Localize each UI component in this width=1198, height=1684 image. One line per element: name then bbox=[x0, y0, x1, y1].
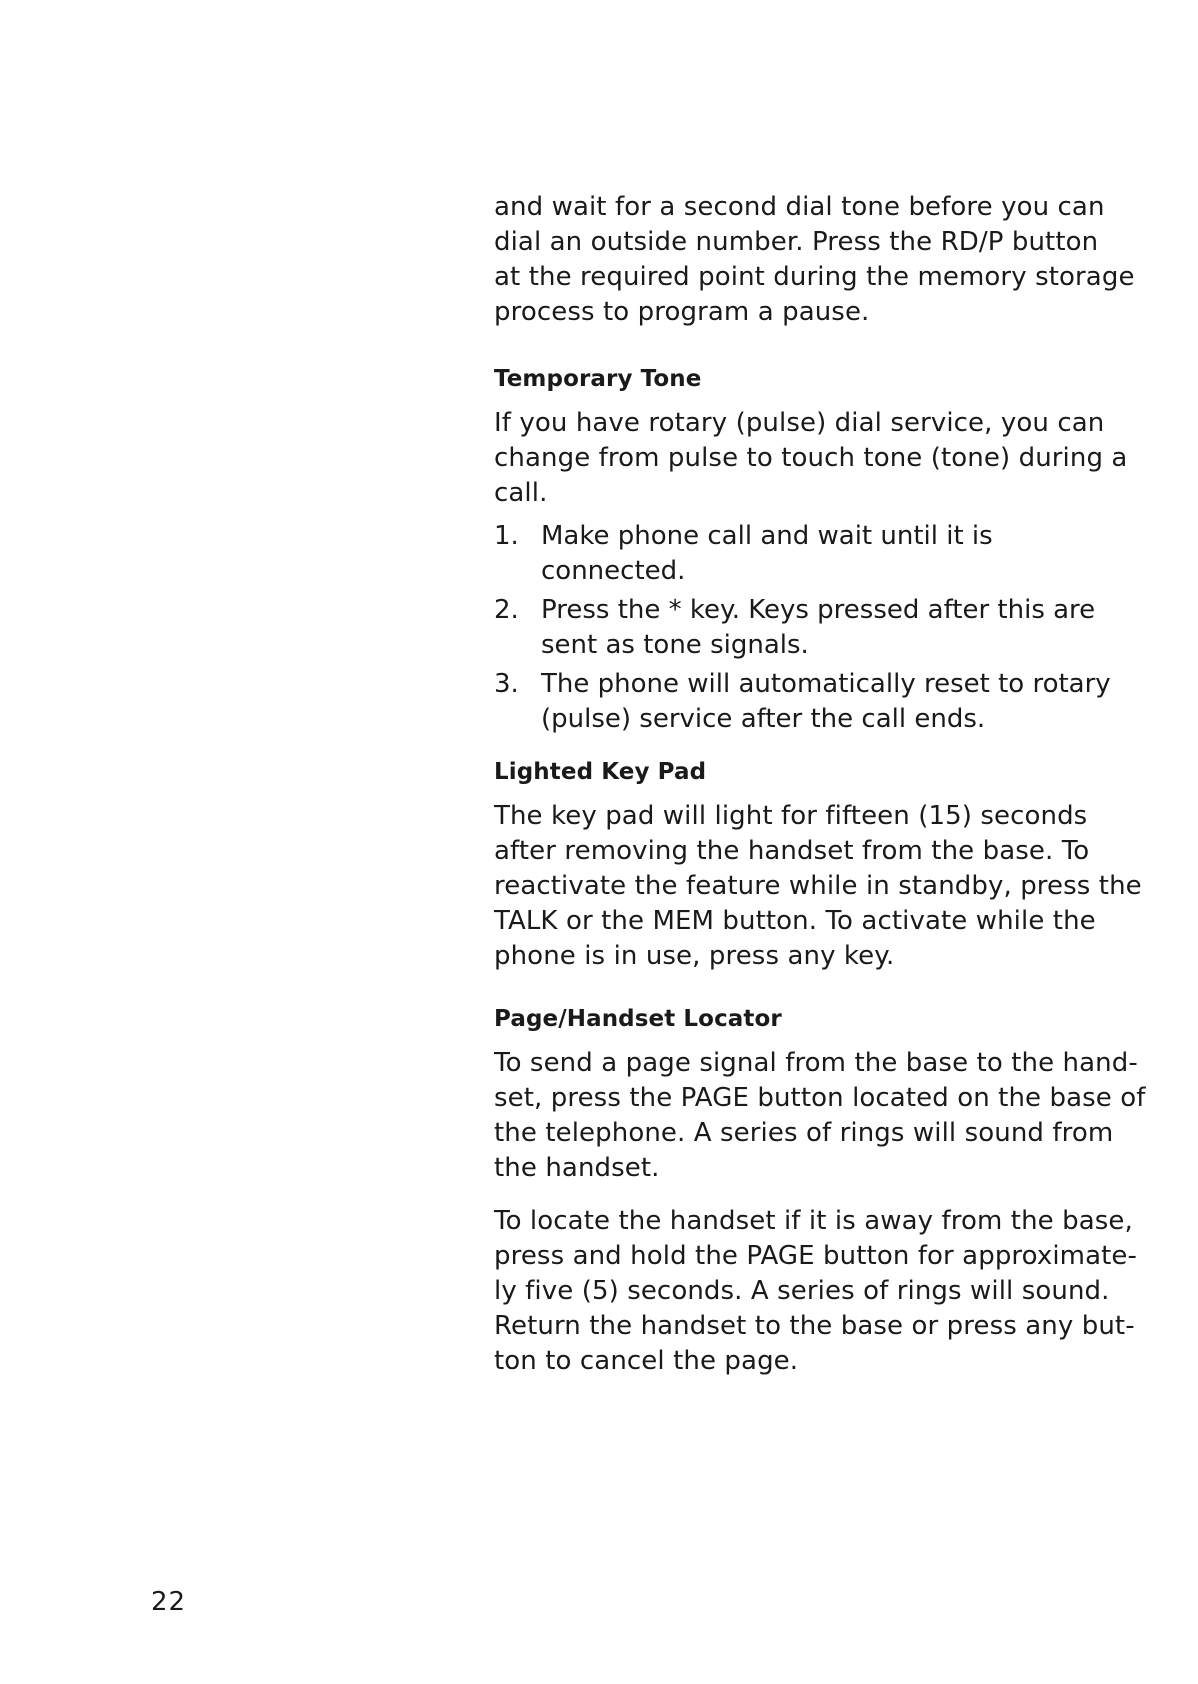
text-line: call. bbox=[494, 478, 548, 508]
text-line: and wait for a second dial tone before you can bbox=[494, 192, 1105, 222]
step-number: 1. bbox=[494, 521, 519, 551]
text-line: (pulse) service after the call ends. bbox=[541, 704, 986, 734]
text-line: The phone will automatically reset to rotary bbox=[541, 669, 1111, 699]
temporary-tone-paragraph bbox=[494, 406, 1128, 511]
text-line: the telephone. A series of rings will sound from bbox=[494, 1118, 1114, 1148]
step-text bbox=[541, 519, 993, 589]
step-number: 3. bbox=[494, 669, 519, 699]
intro-paragraph bbox=[494, 190, 1135, 330]
text-line: sent as tone signals. bbox=[541, 630, 809, 660]
step-number: 2. bbox=[494, 595, 519, 625]
page-locator-paragraph-1 bbox=[494, 1046, 1146, 1186]
section-heading-page-handset-locator: Page/Handset Locator bbox=[494, 1006, 782, 1032]
text-line: Return the handset to the base or press any but- bbox=[494, 1311, 1135, 1341]
text-line: ly five (5) seconds. A series of rings will sound. bbox=[494, 1276, 1110, 1306]
steps-list bbox=[494, 519, 1111, 737]
text-line: press and hold the PAGE button for approximate- bbox=[494, 1241, 1137, 1271]
text-line: dial an outside number. Press the RD/P button bbox=[494, 227, 1099, 257]
text-line: The key pad will light for fifteen (15) seconds bbox=[494, 801, 1088, 831]
text-line: process to program a pause. bbox=[494, 297, 870, 327]
page-locator-paragraph-2 bbox=[494, 1204, 1137, 1379]
step-text bbox=[541, 667, 1111, 737]
text-line: To locate the handset if it is away from the base, bbox=[494, 1206, 1133, 1236]
lighted-key-pad-paragraph bbox=[494, 799, 1142, 974]
text-line: To send a page signal from the base to the hand- bbox=[494, 1048, 1138, 1078]
text-line: change from pulse to touch tone (tone) during a bbox=[494, 443, 1128, 473]
text-line: Make phone call and wait until it is bbox=[541, 521, 993, 551]
text-line: set, press the PAGE button located on the base of bbox=[494, 1083, 1146, 1113]
text-line: the handset. bbox=[494, 1153, 660, 1183]
text-line: ton to cancel the page. bbox=[494, 1346, 799, 1376]
step-item bbox=[494, 519, 1094, 589]
text-line: after removing the handset from the base. To bbox=[494, 836, 1090, 866]
section-heading-lighted-key-pad: Lighted Key Pad bbox=[494, 759, 707, 785]
text-line: connected. bbox=[541, 556, 686, 586]
step-item bbox=[494, 667, 1111, 737]
page-number: 22 bbox=[151, 1587, 187, 1617]
text-line: TALK or the MEM button. To activate while the bbox=[494, 906, 1096, 936]
section-heading-temporary-tone: Temporary Tone bbox=[494, 366, 702, 392]
text-line: If you have rotary (pulse) dial service, you can bbox=[494, 408, 1105, 438]
step-item bbox=[494, 593, 1094, 663]
text-column bbox=[494, 190, 1146, 1379]
text-line: phone is in use, press any key. bbox=[494, 941, 895, 971]
text-line: reactivate the feature while in standby, press the bbox=[494, 871, 1142, 901]
step-text bbox=[541, 593, 1095, 663]
text-line: Press the * key. Keys pressed after this are bbox=[541, 595, 1096, 625]
text-line: at the required point during the memory storage bbox=[494, 262, 1135, 292]
